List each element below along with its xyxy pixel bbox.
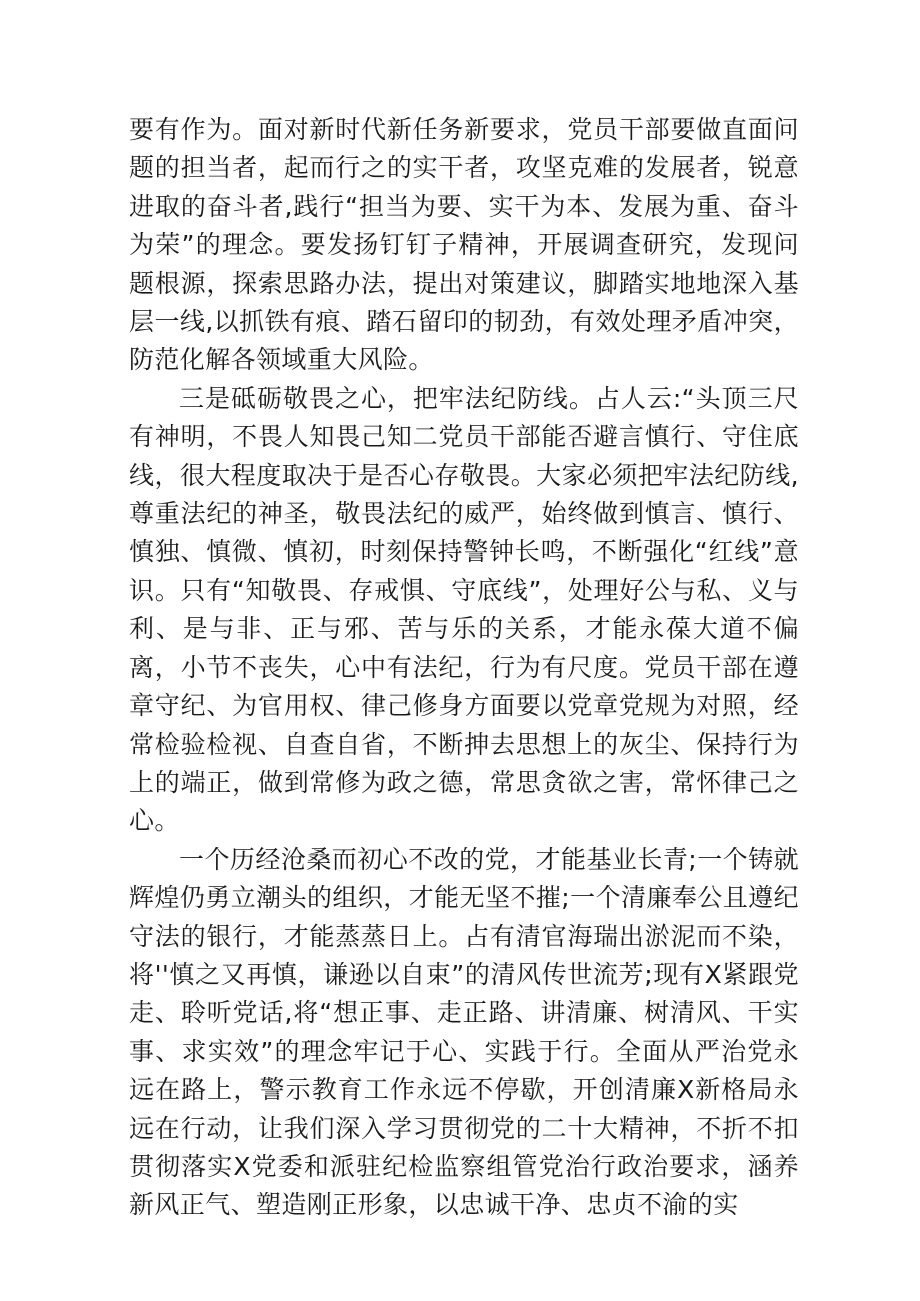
paragraph-1: 要有作为。面对新时代新任务新要求，党员干部要做直面问题的担当者，起而行之的实干者，攻坚克难的发展者，锐意进取的奋斗者,践行“担当为要、实干为本、发展为重、奋斗为荣”的理念。要发扬钉钉子精神，开展调查研究，发现问题根源，探索思路办法，提出对策建议，脚踏实地地深入基层一线,以抓铁有痕、踏石留印的韧劲，有效处理矛盾冲突，防范化解各领域重大风险。: [129, 115, 799, 375]
document-body: [129, 111, 799, 1225]
paragraph-3: 一个历经沧桑而初心不改的党，才能基业长青;一个铸就辉煌仍勇立潮头的组织，才能无坚不摧;一个清廉奉公且遵纪守法的银行，才能蒸蒸日上。占有清官海瑞出淤泥而不染，将''慎之又再慎，谦逊以自束”的清风传世流芳;现有X紧跟党走、聆听党话,将“想正事、走正路、讲清廉、树清风、干实事、求实效”的理念牢记于心、实践于行。全面从严治党永远在路上，警示教育工作永远不停歇，开创清廉X新格局永远在行动，让我们深入学习贯彻党的二十大精神，不折不扣贯彻落实X党委和派驻纪检监察组管党治行政治要求，涵养新风正气、塑造刚正形象，以忠诚干净、忠贞不渝的实: [129, 844, 799, 1220]
paragraph-2: 三是砥砺敬畏之心，把牢法纪防线。占人云:“头顶三尺有神明，不畏人知畏己知二党员干部能否避言慎行、守住底线，很大程度取决于是否心存敬畏。大家必须把牢法纪防线,尊重法纪的神圣，敬畏法纪的威严，始终做到慎言、慎行、慎独、慎微、慎初，时刻保持警钟长鸣，不断强化“红线”意识。只有“知敬畏、存戒惧、守底线”，处理好公与私、义与利、是与非、正与邪、苦与乐的关系，才能永葆大道不偏离，小节不丧失，心中有法纪，行为有尺度。党员干部在遵章守纪、为官用权、律己修身方面要以党章党规为对照，经常检验检视、自查自省，不断抻去思想上的灰尘、保持行为上的端正，做到常修为政之德，常思贪欲之害，常怀律己之心。: [129, 383, 799, 836]
